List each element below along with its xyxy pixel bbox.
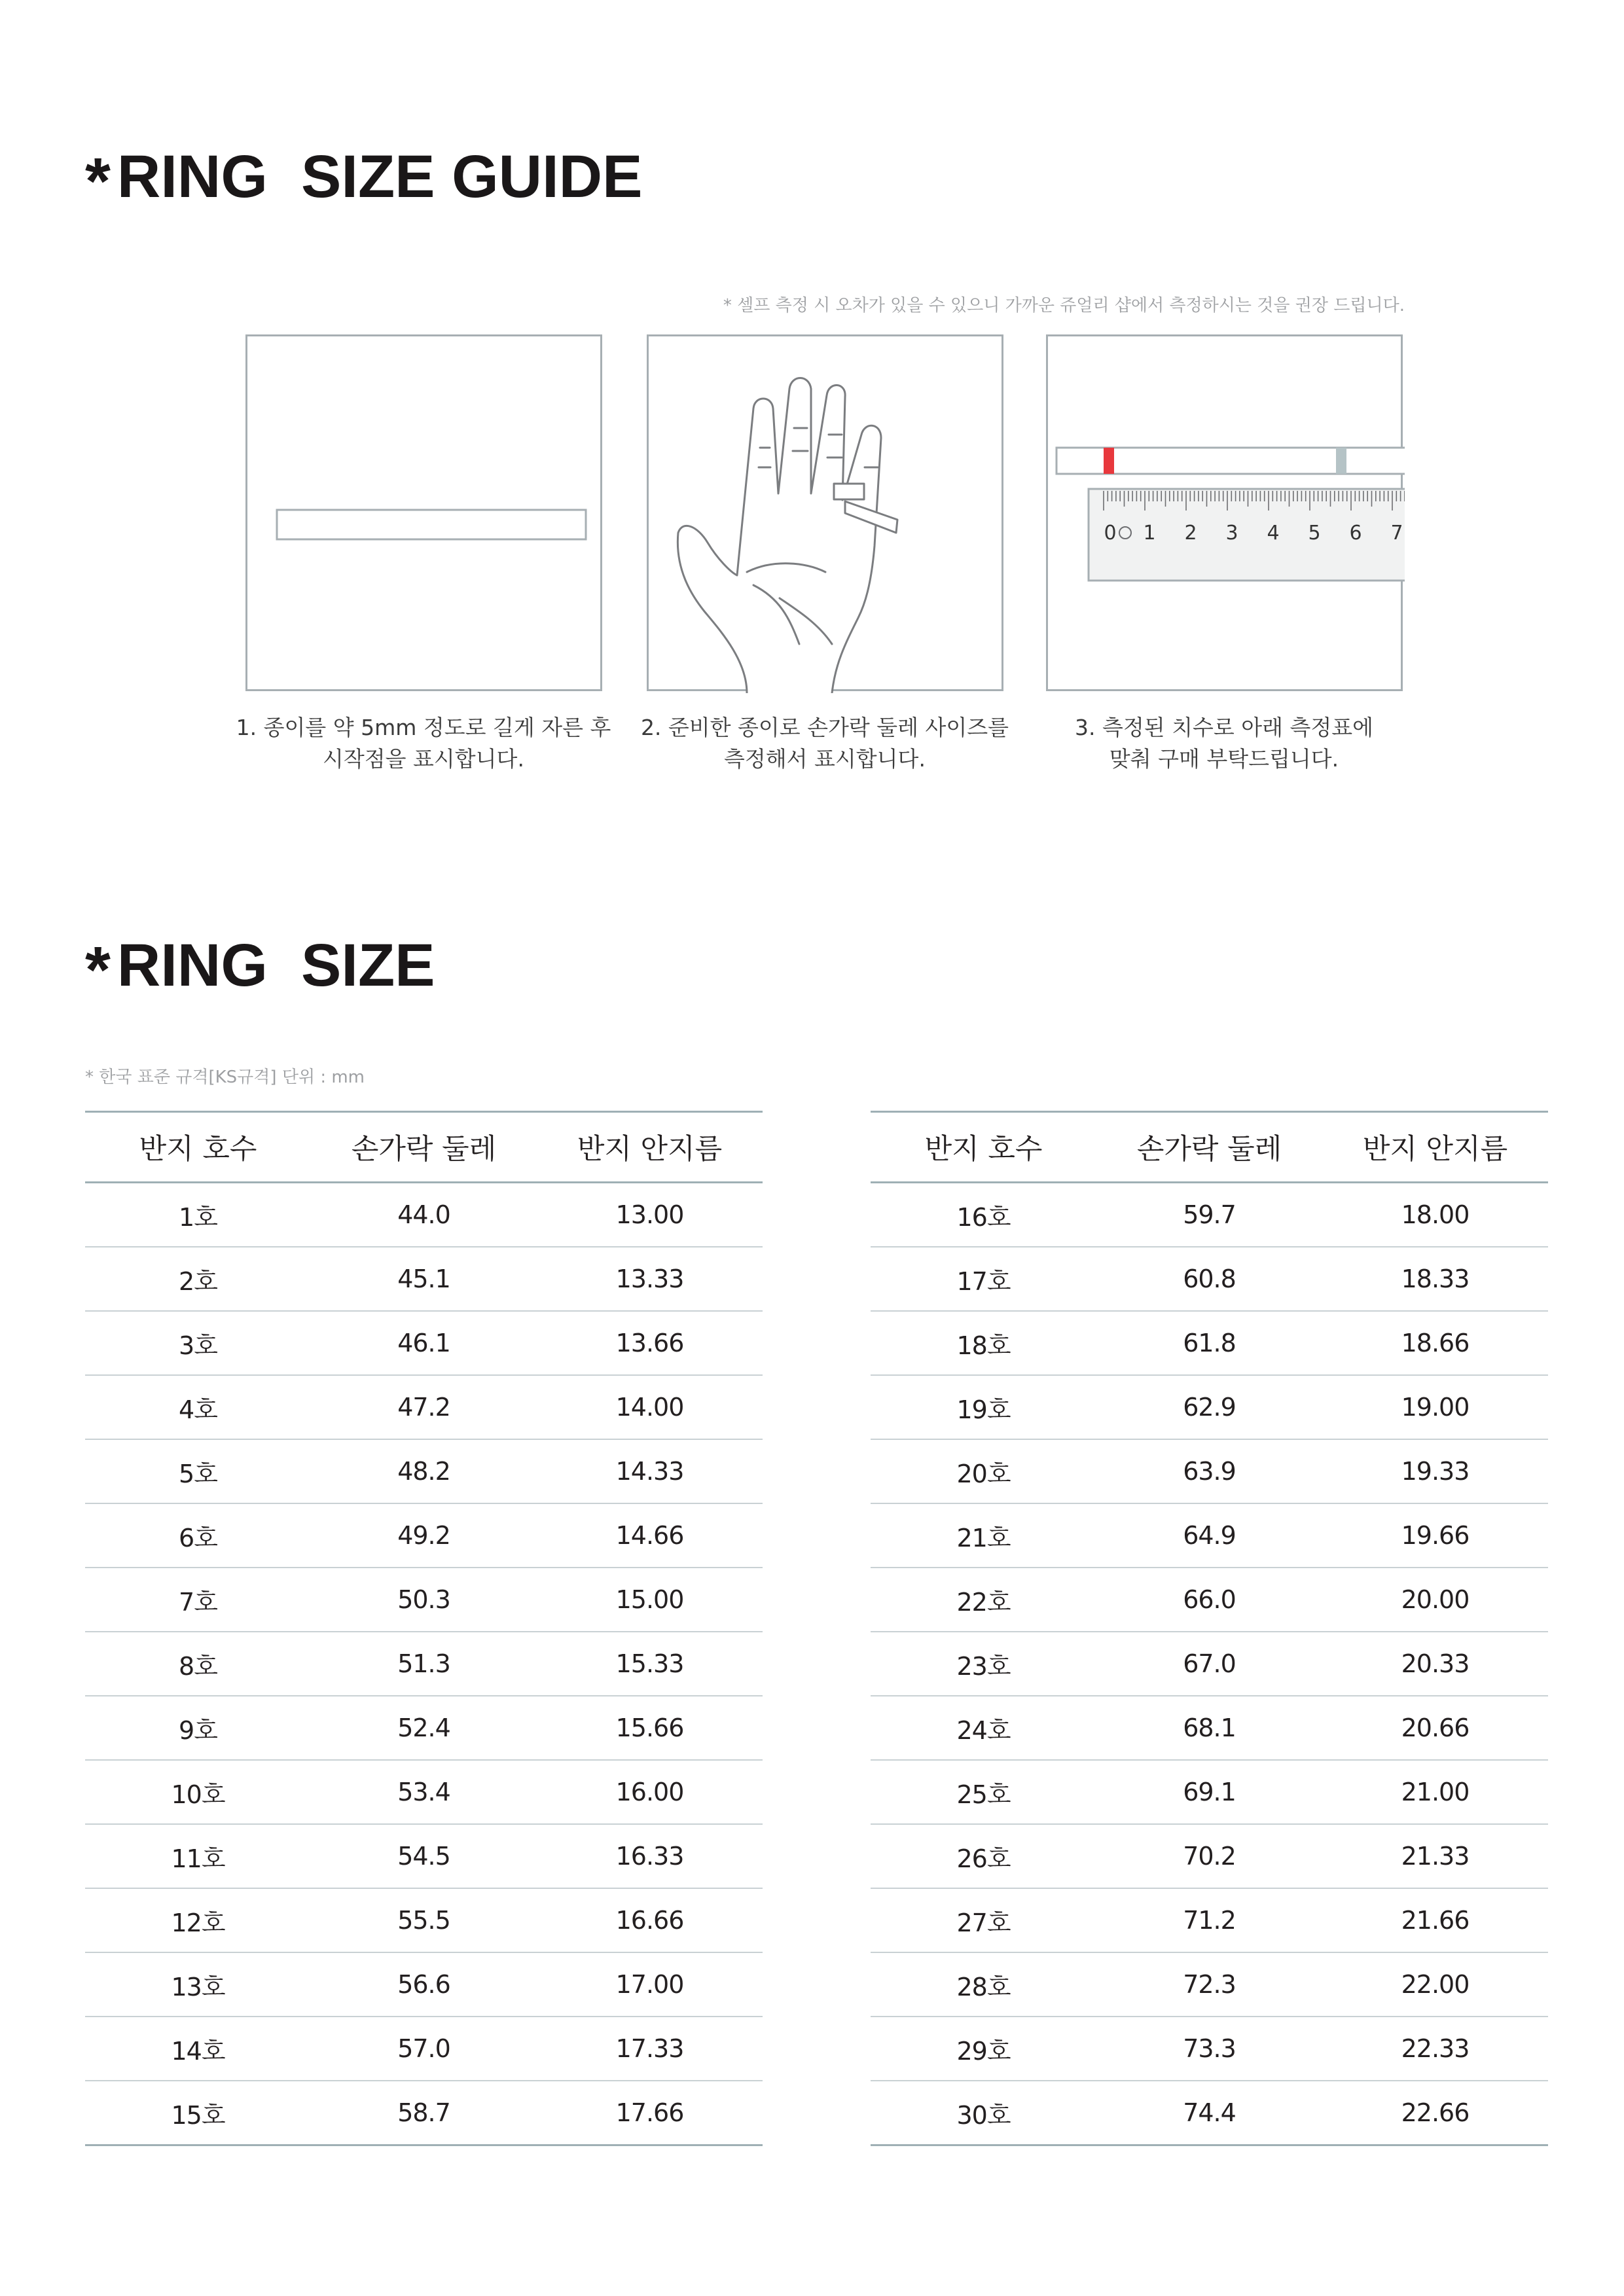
size-note: * 한국 표준 규격[KS규격] 단위 : mm — [85, 1067, 365, 1087]
cell-inner-diameter: 21.00 — [1322, 1760, 1548, 1824]
cell-inner-diameter: 21.33 — [1322, 1824, 1548, 1888]
cell-ring-size: 9호 — [85, 1696, 311, 1760]
cell-inner-diameter: 13.66 — [537, 1311, 763, 1375]
step-2-caption — [622, 712, 1028, 775]
table-row — [85, 1439, 763, 1503]
table-row — [871, 1568, 1548, 1632]
cell-ring-size: 3호 — [85, 1311, 311, 1375]
cell-finger-circumference: 44.0 — [311, 1183, 537, 1247]
size-table-left — [85, 1111, 763, 2146]
guide-title-text: RING SIZE GUIDE — [117, 143, 643, 210]
cell-ring-size: 14호 — [85, 2017, 311, 2081]
table-row — [85, 1696, 763, 1760]
table-row — [871, 1824, 1548, 1888]
table-row — [871, 1375, 1548, 1439]
cell-finger-circumference: 60.8 — [1096, 1247, 1322, 1311]
cell-inner-diameter: 18.33 — [1322, 1247, 1548, 1311]
cell-inner-diameter: 16.00 — [537, 1760, 763, 1824]
cell-inner-diameter: 20.33 — [1322, 1632, 1548, 1696]
table-row — [85, 1568, 763, 1632]
size-title-text: RING SIZE — [117, 932, 435, 999]
cell-ring-size: 28호 — [871, 1952, 1096, 2017]
cell-ring-size: 26호 — [871, 1824, 1096, 1888]
cell-inner-diameter: 20.00 — [1322, 1568, 1548, 1632]
start-mark — [1104, 448, 1114, 474]
cell-finger-circumference: 52.4 — [311, 1696, 537, 1760]
table-row — [871, 1183, 1548, 1247]
cell-ring-size: 20호 — [871, 1439, 1096, 1503]
table-row — [871, 1247, 1548, 1311]
header-ring-size: 반지 호수 — [85, 1112, 311, 1183]
cell-finger-circumference: 46.1 — [311, 1311, 537, 1375]
cell-finger-circumference: 67.0 — [1096, 1632, 1322, 1696]
cell-ring-size: 7호 — [85, 1568, 311, 1632]
cell-ring-size: 4호 — [85, 1375, 311, 1439]
cell-finger-circumference: 54.5 — [311, 1824, 537, 1888]
ruler-number: 2 — [1184, 522, 1197, 545]
cell-finger-circumference: 50.3 — [311, 1568, 537, 1632]
cell-ring-size: 10호 — [85, 1760, 311, 1824]
table-row — [871, 1439, 1548, 1503]
table-row — [85, 1183, 763, 1247]
table-row — [871, 1696, 1548, 1760]
cell-ring-size: 13호 — [85, 1952, 311, 2017]
table-row — [871, 1760, 1548, 1824]
table-row — [871, 2081, 1548, 2145]
cell-inner-diameter: 13.33 — [537, 1247, 763, 1311]
table-row — [85, 1952, 763, 2017]
table-row — [871, 1888, 1548, 1952]
table-row — [85, 1888, 763, 1952]
table-row — [85, 1760, 763, 1824]
cell-ring-size: 17호 — [871, 1247, 1096, 1311]
table-row — [85, 1824, 763, 1888]
cell-finger-circumference: 70.2 — [1096, 1824, 1322, 1888]
cell-finger-circumference: 64.9 — [1096, 1503, 1322, 1568]
cell-inner-diameter: 15.33 — [537, 1632, 763, 1696]
cell-ring-size: 22호 — [871, 1568, 1096, 1632]
hand-measuring-icon — [649, 336, 1005, 693]
size-table-right — [871, 1111, 1548, 2146]
cell-ring-size: 18호 — [871, 1311, 1096, 1375]
cell-ring-size: 21호 — [871, 1503, 1096, 1568]
cell-inner-diameter: 17.33 — [537, 2017, 763, 2081]
cell-inner-diameter: 16.33 — [537, 1824, 763, 1888]
step-1-caption — [221, 712, 626, 775]
cell-ring-size: 6호 — [85, 1503, 311, 1568]
cell-inner-diameter: 17.00 — [537, 1952, 763, 2017]
table-row — [871, 1311, 1548, 1375]
cell-finger-circumference: 59.7 — [1096, 1183, 1322, 1247]
header-finger-circumference: 손가락 둘레 — [1096, 1112, 1322, 1183]
cell-finger-circumference: 58.7 — [311, 2081, 537, 2145]
cell-inner-diameter: 22.66 — [1322, 2081, 1548, 2145]
end-mark — [1336, 448, 1346, 474]
ruler-icon — [1048, 336, 1405, 693]
cell-ring-size: 19호 — [871, 1375, 1096, 1439]
step-2-panel — [647, 334, 1003, 691]
cell-finger-circumference: 47.2 — [311, 1375, 537, 1439]
cell-inner-diameter: 18.66 — [1322, 1311, 1548, 1375]
cell-inner-diameter: 16.66 — [537, 1888, 763, 1952]
table-row — [85, 1503, 763, 1568]
cell-inner-diameter: 22.00 — [1322, 1952, 1548, 2017]
table-row — [871, 2017, 1548, 2081]
header-inner-diameter: 반지 안지름 — [537, 1112, 763, 1183]
ruler-number: 6 — [1349, 522, 1362, 545]
step-1-panel — [245, 334, 602, 691]
cell-inner-diameter: 20.66 — [1322, 1696, 1548, 1760]
cell-ring-size: 27호 — [871, 1888, 1096, 1952]
cell-finger-circumference: 48.2 — [311, 1439, 537, 1503]
cell-ring-size: 2호 — [85, 1247, 311, 1311]
cell-finger-circumference: 55.5 — [311, 1888, 537, 1952]
cell-finger-circumference: 73.3 — [1096, 2017, 1322, 2081]
paper-strip-icon — [247, 336, 604, 693]
cell-ring-size: 24호 — [871, 1696, 1096, 1760]
step-2-caption-line2: 측정해서 표시합니다. — [724, 746, 926, 772]
table-row — [871, 1632, 1548, 1696]
cell-ring-size: 25호 — [871, 1760, 1096, 1824]
cell-ring-size: 11호 — [85, 1824, 311, 1888]
ruler-number: 5 — [1308, 522, 1321, 545]
step-3-caption-line2: 맞춰 구매 부탁드립니다. — [1109, 746, 1339, 772]
cell-ring-size: 30호 — [871, 2081, 1096, 2145]
guide-title — [85, 141, 642, 217]
cell-finger-circumference: 69.1 — [1096, 1760, 1322, 1824]
header-inner-diameter: 반지 안지름 — [1322, 1112, 1548, 1183]
ruler-number: 3 — [1225, 522, 1238, 545]
cell-ring-size: 16호 — [871, 1183, 1096, 1247]
header-ring-size: 반지 호수 — [871, 1112, 1096, 1183]
cell-inner-diameter: 17.66 — [537, 2081, 763, 2145]
cell-inner-diameter: 18.00 — [1322, 1183, 1548, 1247]
cell-finger-circumference: 61.8 — [1096, 1311, 1322, 1375]
cell-inner-diameter: 14.00 — [537, 1375, 763, 1439]
cell-inner-diameter: 14.66 — [537, 1503, 763, 1568]
ruler-number: 4 — [1267, 522, 1280, 545]
cell-inner-diameter: 22.33 — [1322, 2017, 1548, 2081]
ruler-number: 0 — [1104, 522, 1117, 545]
cell-finger-circumference: 74.4 — [1096, 2081, 1322, 2145]
cell-finger-circumference: 51.3 — [311, 1632, 537, 1696]
cell-finger-circumference: 49.2 — [311, 1503, 537, 1568]
cell-finger-circumference: 66.0 — [1096, 1568, 1322, 1632]
table-row — [85, 1632, 763, 1696]
step-3-caption-line1: 3. 측정된 치수로 아래 측정표에 — [1075, 715, 1373, 740]
table-row — [85, 2017, 763, 2081]
table-header-row — [85, 1112, 763, 1183]
guide-note: * 셀프 측정 시 오차가 있을 수 있으니 가까운 쥬얼리 샵에서 측정하시는 것을 권장 드립니다. — [723, 296, 1405, 315]
step-1-caption-line1: 1. 종이를 약 5mm 정도로 길게 자른 후 — [236, 715, 611, 740]
size-title — [85, 929, 435, 1006]
step-2-caption-line1: 2. 준비한 종이로 손가락 둘레 사이즈를 — [640, 715, 1009, 740]
cell-inner-diameter: 13.00 — [537, 1183, 763, 1247]
cell-finger-circumference: 63.9 — [1096, 1439, 1322, 1503]
cell-finger-circumference: 72.3 — [1096, 1952, 1322, 2017]
table-row — [871, 1503, 1548, 1568]
header-finger-circumference: 손가락 둘레 — [311, 1112, 537, 1183]
cell-inner-diameter: 19.66 — [1322, 1503, 1548, 1568]
cell-ring-size: 5호 — [85, 1439, 311, 1503]
cell-ring-size: 23호 — [871, 1632, 1096, 1696]
cell-finger-circumference: 53.4 — [311, 1760, 537, 1824]
table-header-row — [871, 1112, 1548, 1183]
step-3-panel — [1046, 334, 1403, 691]
ruler-number: 7 — [1390, 522, 1403, 545]
cell-ring-size: 15호 — [85, 2081, 311, 2145]
table-row — [85, 1311, 763, 1375]
cell-finger-circumference: 57.0 — [311, 2017, 537, 2081]
cell-finger-circumference: 45.1 — [311, 1247, 537, 1311]
step-1-caption-line2: 시작점을 표시합니다. — [323, 746, 524, 772]
cell-inner-diameter: 14.33 — [537, 1439, 763, 1503]
cell-ring-size: 12호 — [85, 1888, 311, 1952]
step-3-caption — [1021, 712, 1427, 775]
cell-ring-size: 8호 — [85, 1632, 311, 1696]
table-row — [85, 1375, 763, 1439]
cell-ring-size: 1호 — [85, 1183, 311, 1247]
ruler-number: 1 — [1143, 522, 1156, 545]
cell-finger-circumference: 56.6 — [311, 1952, 537, 2017]
cell-inner-diameter: 15.66 — [537, 1696, 763, 1760]
cell-finger-circumference: 62.9 — [1096, 1375, 1322, 1439]
table-row — [85, 1247, 763, 1311]
cell-ring-size: 29호 — [871, 2017, 1096, 2081]
asterisk-icon: * — [85, 145, 111, 218]
cell-inner-diameter: 15.00 — [537, 1568, 763, 1632]
cell-inner-diameter: 19.33 — [1322, 1439, 1548, 1503]
table-row — [871, 1952, 1548, 2017]
asterisk-icon: * — [85, 933, 111, 1007]
cell-finger-circumference: 68.1 — [1096, 1696, 1322, 1760]
cell-finger-circumference: 71.2 — [1096, 1888, 1322, 1952]
cell-inner-diameter: 19.00 — [1322, 1375, 1548, 1439]
cell-inner-diameter: 21.66 — [1322, 1888, 1548, 1952]
table-row — [85, 2081, 763, 2145]
